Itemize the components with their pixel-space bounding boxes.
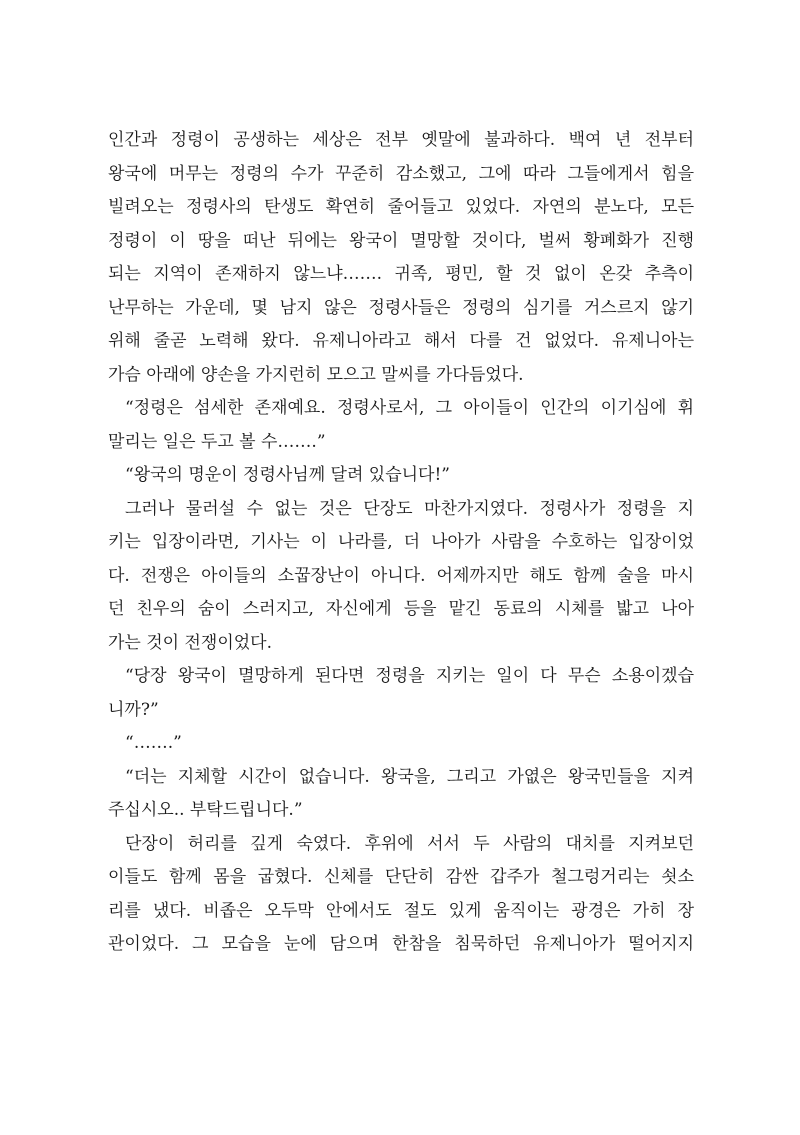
text-line: 관이었다. 그 모습을 눈에 담으며 한참을 침묵하던 유제니아가 떨어지지 <box>108 934 694 954</box>
paragraph <box>108 761 694 828</box>
text-line: 니까?” <box>108 699 159 720</box>
text-line: 단장이 허리를 깊게 숙였다. 후위에 서서 두 사람의 대치를 지켜보던 <box>125 833 694 854</box>
text-line: “…….” <box>125 733 182 753</box>
text-line: 정령이 이 땅을 떠난 뒤에는 왕국이 멸망할 것이다, 벌써 황폐화가 진행 <box>108 230 694 251</box>
text-line: 그러나 물러설 수 없는 것은 단장도 마찬가지였다. 정령사가 정령을 지 <box>125 498 694 519</box>
text-line: 난무하는 가운데, 몇 남지 않은 정령사들은 정령의 심기를 거스르지 않기 <box>108 297 694 318</box>
text-line: “당장 왕국이 멸망하게 된다면 정령을 지키는 일이 다 무슨 소용이겠습 <box>125 666 694 686</box>
paragraph <box>108 828 694 962</box>
text-line: 이들도 함께 몸을 굽혔다. 신체를 단단히 감싼 갑주가 철그렁거리는 쇳소 <box>108 867 694 887</box>
text-line: 왕국에 머무는 정령의 수가 꾸준히 감소했고, 그에 따라 그들에게서 힘을 <box>108 163 694 184</box>
text-line: 가는 것이 전쟁이었다. <box>108 632 273 653</box>
paragraph <box>108 727 694 761</box>
paragraph <box>108 493 694 661</box>
document-page <box>108 124 694 962</box>
text-line: 주십시오.. 부탁드립니다.” <box>108 800 303 820</box>
text-line: “정령은 섬세한 존재예요. 정령사로서, 그 아이들이 인간의 이기심에 휘 <box>125 398 694 418</box>
text-line: “왕국의 명운이 정령사님께 달려 있습니다!” <box>125 465 451 485</box>
text-line: 가슴 아래에 양손을 가지런히 모으고 말씨를 가다듬었다. <box>108 364 524 385</box>
text-line: 던 친우의 숨이 스러지고, 자신에게 등을 맡긴 동료의 시체를 밟고 나아 <box>108 599 694 619</box>
text-line: 위해 줄곧 노력해 왔다. 유제니아라고 해서 다를 건 없었다. 유제니아는 <box>108 331 694 351</box>
text-line: “더는 지체할 시간이 없습니다. 왕국을, 그리고 가엾은 왕국민들을 지켜 <box>125 766 694 787</box>
paragraph <box>108 459 694 493</box>
text-line: 키는 입장이라면, 기사는 이 나라를, 더 나아가 사람을 수호하는 입장이었 <box>108 532 694 552</box>
text-line: 빌려오는 정령사의 탄생도 확연히 줄어들고 있었다. 자연의 분노다, 모든 <box>108 197 694 217</box>
text-line: 되는 지역이 존재하지 않느냐……. 귀족, 평민, 할 것 없이 온갖 추측이 <box>108 264 694 284</box>
paragraph <box>108 660 694 727</box>
paragraph <box>108 392 694 459</box>
text-line: 말리는 일은 두고 볼 수…….” <box>108 431 326 452</box>
paragraph <box>108 124 694 392</box>
text-line: 인간과 정령이 공생하는 세상은 전부 옛말에 불과하다. 백여 년 전부터 <box>108 130 694 150</box>
text-line: 리를 냈다. 비좁은 오두막 안에서도 절도 있게 움직이는 광경은 가히 장 <box>108 900 694 921</box>
text-line: 다. 전쟁은 아이들의 소꿉장난이 아니다. 어제까지만 해도 함께 술을 마시 <box>108 565 694 586</box>
